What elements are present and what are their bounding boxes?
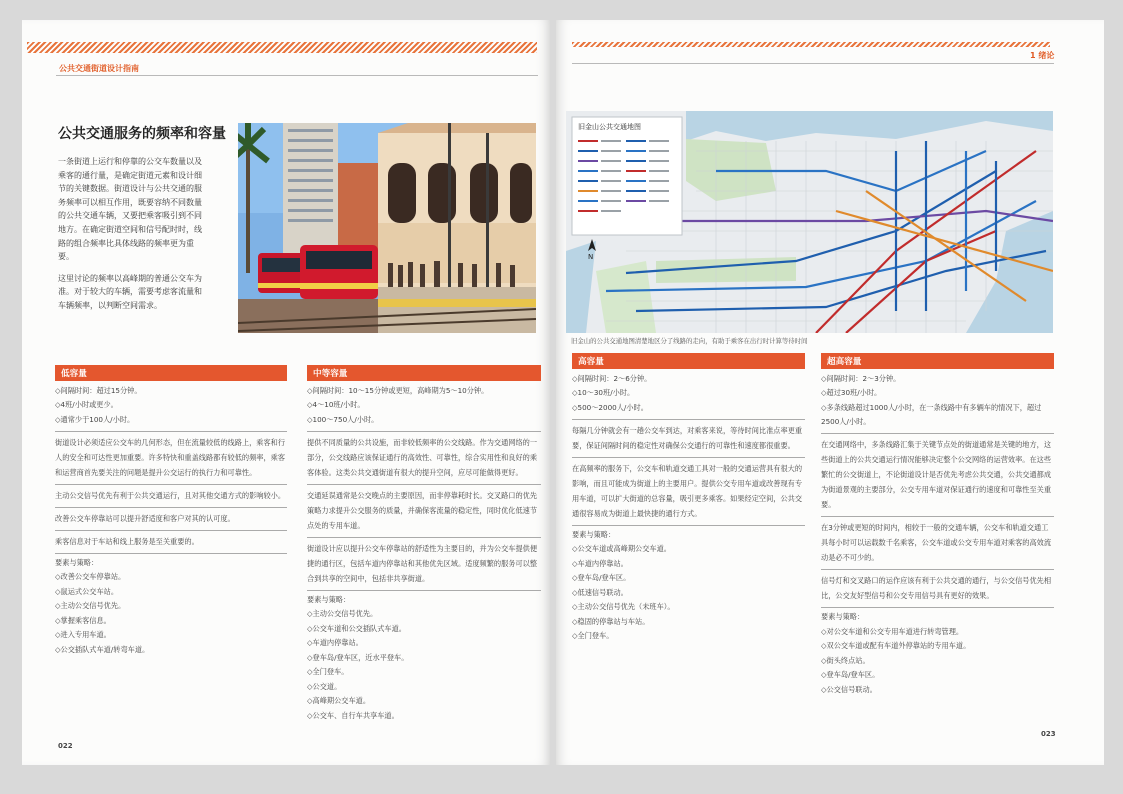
strategy-item: ◇登车岛/登车区，近水平登车。: [307, 652, 409, 662]
page-number: 023: [1041, 730, 1056, 738]
strategy-item: ◇全门登车。: [572, 631, 614, 641]
low-capacity-heading: 低容量: [55, 365, 287, 381]
strategy-item: ◇进入专用车道。: [55, 630, 111, 640]
medium-capacity-column: [307, 365, 541, 723]
low-capacity-bullets: [55, 384, 287, 427]
strategy-item: ◇登车岛/登车区。: [572, 573, 631, 583]
body-paragraph: 在交通网络中，多条线路汇集于关键节点处的街道通常是关键的地方，这些街道上的公共交通运行情况能够决定整个公交网络的运营效率。在这些繁忙的公交街道上，不论街道设计是否优先考虑公共交通，公共交通都成为街道景观的主要部分，公交专用车道对保证通行的速度和可靠性至关重要。: [821, 433, 1054, 512]
super-capacity-column: [821, 353, 1054, 697]
strategy-item: ◇登车岛/登车区。: [821, 670, 880, 680]
transit-map: [566, 111, 1053, 333]
strategy-item: ◇公交车、自行车共享车道。: [307, 710, 399, 720]
spec-bullet: ◇间隔时间：2～3分钟。: [821, 374, 901, 383]
spec-bullet: ◇间隔时间：2～6分钟。: [572, 374, 652, 383]
body-paragraph: 在3分钟或更短的时间内，相较于一般的交通车辆，公交车和轨道交通工具每小时可以运载数千名乘客，公交车道或公交专用车道对乘客的高效流动是必不可少的。: [821, 516, 1054, 565]
body-paragraph: 在高频率的服务下，公交车和轨道交通工具对一般的交通运营具有很大的影响，而且可能成为街道上的主要用户。提供公交专用车道或改善现有专用车道，可以扩大街道的总容量，吸引更多乘客。如果经定空间，公共交通很容易成为街道上最快捷的通行方式。: [572, 457, 805, 521]
body-paragraph: 每隔几分钟就会有一趟公交车到达，对乘客来说，等待时间比准点率更重要，保证间隔时间的稳定性对确保公交通行的可靠性和速度都很重要。: [572, 419, 805, 453]
spec-bullet: ◇多条线路超过1000人/小时，在一条线路中有多辆车的情况下，超过2500人/小时。: [821, 402, 1042, 426]
strategy-item: ◇公交道。: [307, 681, 342, 691]
strategy-item: ◇双公交车道或配有车道外停靠站的专用车道。: [821, 641, 971, 651]
spec-bullet: ◇间隔时间：10～15分钟或更短，高峰期为5～10分钟。: [307, 386, 489, 395]
strategy-item: ◇稳固的停靠站与车站。: [572, 616, 650, 626]
spec-bullet: ◇500～2000人/小时。: [572, 402, 648, 412]
running-head: 1 绪论: [1030, 51, 1055, 60]
running-head: 公共交通街道设计指南: [59, 64, 139, 73]
spec-bullet: ◇通常少于100人/小时。: [55, 414, 135, 424]
header-stripe: [27, 42, 537, 53]
body-paragraph: 交通延误通常是公交晚点的主要原因，而非停靠耗时长。交叉路口的优先策略力求提升公交服务的质量，并确保客流量的稳定性，同时优化低速节点处的专用车道。: [307, 484, 541, 533]
strategy-item: ◇车道内停靠站。: [307, 638, 363, 648]
strategy-item: ◇公交车道和公交插队式车道。: [307, 623, 406, 633]
super-capacity-heading: 超高容量: [821, 353, 1054, 369]
strategy-item: ◇主动公交信号优先。: [55, 601, 126, 611]
body-paragraph: 提供不同质量的公共设施，而非较低频率的公交线路。作为交通网络的一部分，公交线路应该保证通行的高效性、可靠性，综合实用性和良好的乘客体验。这类公共交通街道有很大的提升空间，应尽可能做得更好。: [307, 431, 541, 480]
strategy-item: ◇鼠运式公交车站。: [55, 586, 119, 596]
high-capacity-column: [572, 353, 805, 644]
body-paragraph: 街道设计必须适应公交车的几何形态，但在流量较低的线路上，乘客和行人的安全和可达性更加重要。许多特快和重盖线路都有较低的频率，乘客和运营商首先要关注的问题是提升公交运行的执行力和可靠性。: [55, 431, 287, 480]
medium-capacity-heading: 中等容量: [307, 365, 541, 381]
strategies-title: 要素与策略：: [821, 612, 865, 622]
body-paragraph: 乘客信息对于车站和线上服务是至关重要的。: [55, 530, 287, 549]
left-page: [22, 20, 550, 765]
spec-bullet: ◇间隔时间：超过15分钟。: [55, 386, 142, 395]
strategies-title: 要素与策略：: [55, 557, 99, 567]
strategy-item: ◇主动公交信号优先（未班车）。: [572, 602, 675, 612]
strategies-title: 要素与策略：: [572, 529, 616, 539]
spec-bullet: ◇超过30班/小时。: [821, 388, 882, 398]
page-number: 022: [58, 742, 73, 750]
map-caption: 旧金山的公共交通地图清楚地区分了线路的走向，有助于乘客在出行时计算等待时间: [571, 337, 808, 345]
strategy-item: ◇公交车道或高峰期公交车道。: [572, 544, 671, 554]
strategy-item: ◇对公交车道和公交专用车道进行转弯管理。: [821, 626, 964, 636]
body-paragraph: 信号灯和交叉路口的运作应该有利于公共交通的通行，与公交信号优先相比，公交友好型信号和公交专用信号具有更好的效果。: [821, 569, 1054, 603]
spec-bullet: ◇4～10班/小时。: [307, 400, 365, 410]
intro-paragraph: 一条街道上运行和停靠的公交车数量以及乘客的通行量，是确定街道元素和设计细节的关键数据。街道设计与公共交通的服务频率可以相互作用，既要容纳不同数量的公共交通车辆，又要把乘客吸引到不同地方。在确定街道空间和信号配时时，线路的组合频率比具体线路的频率更为重要。: [58, 157, 202, 262]
strategies-list: [307, 590, 541, 724]
header-rule: [572, 63, 1054, 64]
light-rail-photo: [238, 123, 536, 333]
body-paragraph: 主动公交信号优先有利于公共交通运行，且对其他交通方式的影响较小。: [55, 484, 287, 503]
spec-bullet: ◇10～30班/小时。: [572, 388, 635, 398]
strategies-list: [55, 553, 287, 658]
strategy-item: ◇改善公交车停靠站。: [55, 572, 126, 582]
strategy-item: ◇车道内停靠站。: [572, 558, 628, 568]
super-capacity-bullets: [821, 372, 1054, 429]
strategy-item: ◇主动公交信号优先。: [307, 609, 378, 619]
strategies-title: 要素与策略：: [307, 594, 351, 604]
strategy-item: ◇掌握乘客信息。: [55, 615, 111, 625]
high-capacity-bullets: [572, 372, 805, 415]
strategies-list: [572, 525, 805, 644]
intro-paragraph: 这里讨论的频率以高峰期的普通公交车为准。对于较大的车辆，需要考虑客流量和车辆频率，以判断空间需求。: [58, 273, 202, 310]
spec-bullet: ◇4班/小时或更少。: [55, 400, 118, 410]
strategies-list: [821, 607, 1054, 697]
spec-bullet: ◇100～750人/小时。: [307, 414, 379, 424]
header-stripe: [572, 42, 1050, 47]
page-title: 公共交通服务的频率和容量: [58, 126, 226, 142]
low-capacity-column: [55, 365, 287, 657]
strategy-item: ◇街头终点站。: [821, 655, 870, 665]
intro-text: [58, 155, 208, 313]
strategy-item: ◇低速信号联动。: [572, 587, 628, 597]
svg-text:N: N: [588, 253, 594, 261]
strategy-item: ◇高峰期公交车道。: [307, 696, 371, 706]
strategy-item: ◇全门登车。: [307, 667, 349, 677]
body-paragraph: 街道设计应以提升公交车停靠站的舒适性为主要目的，并为公交车提供便捷的通行区，包括车道内停靠站和其他优先区域。适度频繁的服务可以整合到共享的空间中，包括非共享街道。: [307, 537, 541, 586]
right-page: [556, 20, 1104, 765]
high-capacity-heading: 高容量: [572, 353, 805, 369]
map-title: 旧金山公共交通地图: [578, 123, 641, 131]
body-paragraph: 改善公交车停靠站可以提升舒适度和客户对其的认可度。: [55, 507, 287, 526]
header-rule: [56, 75, 538, 76]
medium-capacity-bullets: [307, 384, 541, 427]
strategy-item: ◇公交插队式车道/转弯车道。: [55, 644, 150, 654]
strategy-item: ◇公交信号联动。: [821, 684, 877, 694]
